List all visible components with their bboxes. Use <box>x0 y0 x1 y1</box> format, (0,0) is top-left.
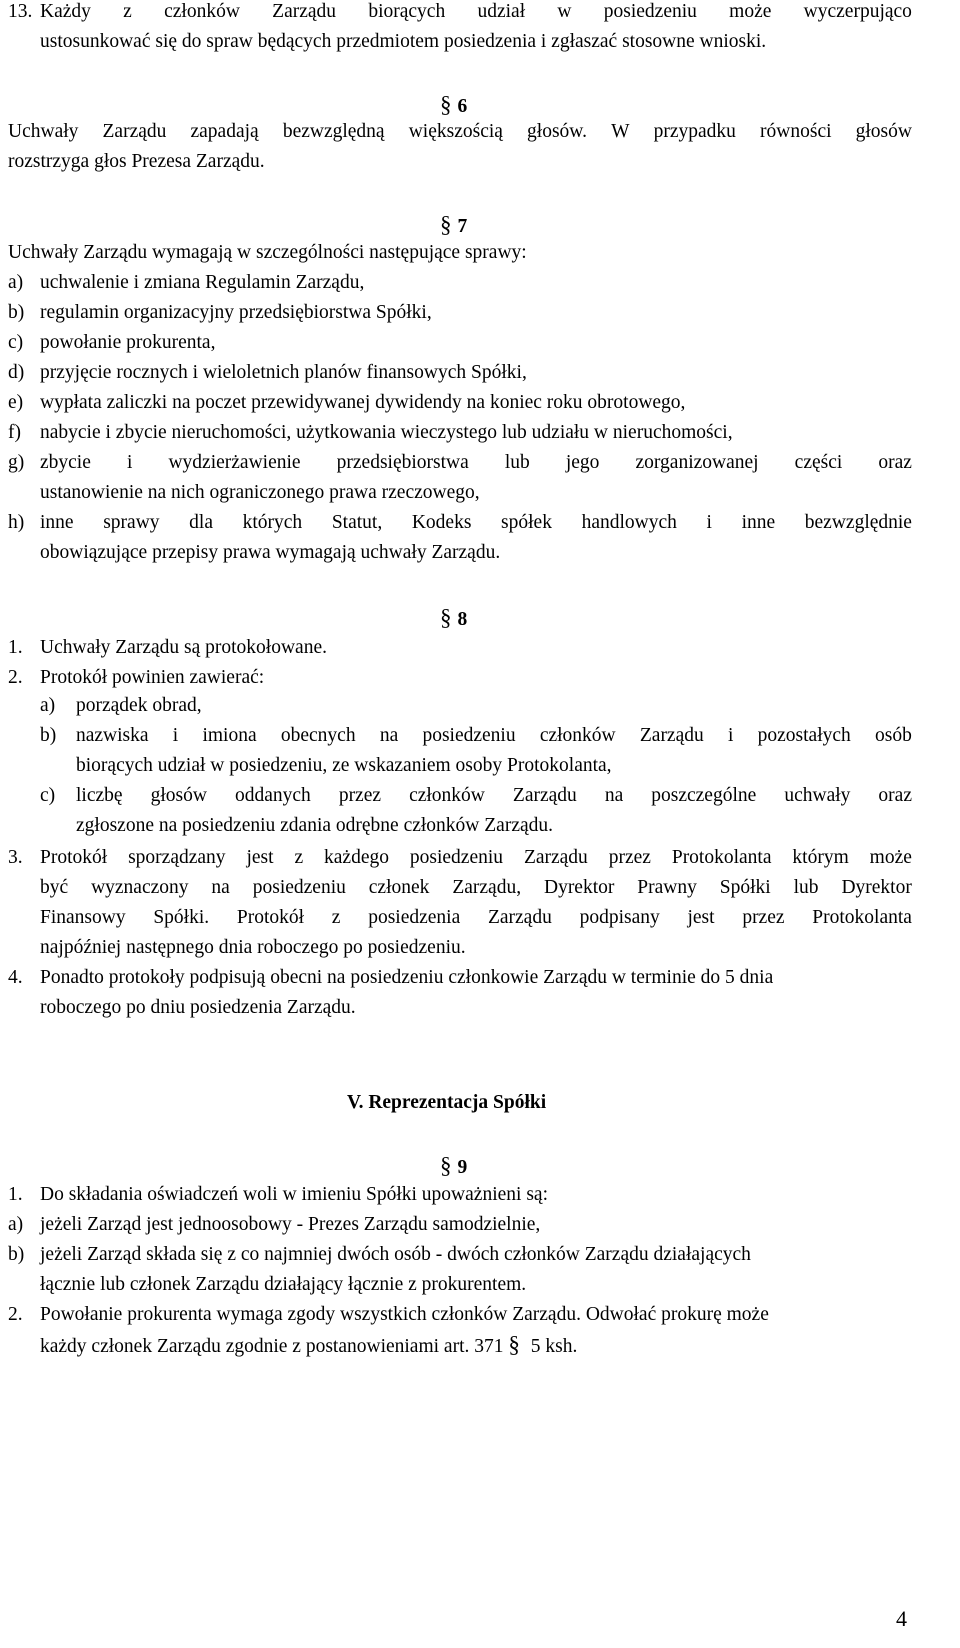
section-8-sub-marker: b) <box>40 725 57 746</box>
word: w <box>557 1 572 22</box>
section-symbol: § <box>508 1332 520 1357</box>
word: których <box>242 512 303 533</box>
word: każdego <box>324 847 389 868</box>
section-9-sub-a: jeżeli Zarząd jest jednoosobowy - Prezes Zarządu samodzielnie, <box>40 1214 541 1235</box>
word: zapadają <box>190 121 259 142</box>
section-7-item-marker: a) <box>8 272 24 293</box>
word: Każdy <box>40 1 91 22</box>
section-8-sub-marker: c) <box>40 785 56 806</box>
word: imiona <box>202 725 257 746</box>
word: i <box>172 725 179 746</box>
word: jego <box>565 452 600 473</box>
word: członków <box>539 725 616 746</box>
word: lub <box>793 877 819 898</box>
section-9-point-1: Do składania oświadczeń woli w imieniu Spółki upoważnieni są: <box>40 1184 548 1205</box>
word: głosów <box>150 785 207 806</box>
word: Protokół <box>236 907 305 928</box>
word: udział <box>477 1 526 22</box>
word: którym <box>792 847 849 868</box>
chapter-title: V. Reprezentacja Spółki <box>347 1092 547 1113</box>
word: Kodeks <box>411 512 472 533</box>
section-7-item-h-marker: h) <box>8 512 25 533</box>
word: Uchwały <box>8 121 79 142</box>
section-9-sub-marker: a) <box>8 1214 24 1235</box>
word: Statut, <box>331 512 383 533</box>
section-9-sub-b-line-2: łącznie lub członek Zarządu działający łącznie z prokurentem. <box>40 1274 527 1295</box>
section-8-sub-c-line-2: zgłoszone na posiedzeniu zdania odrębne członków Zarządu. <box>76 815 554 836</box>
word: Spółki <box>719 877 771 898</box>
word: przez <box>742 907 785 928</box>
word: pozostałych <box>757 725 851 746</box>
section-9-point-2-line-1: Powołanie prokurenta wymaga zgody wszystkich członków Zarządu. Odwołać prokurę może <box>40 1304 769 1325</box>
word: członków <box>409 785 485 806</box>
section-8-point-number: 2. <box>8 667 23 688</box>
section-9-heading: § 9 <box>440 1153 468 1178</box>
word: Zarządu, <box>452 877 522 898</box>
word: inne <box>40 512 74 533</box>
section-8-point-3-line-4: najpóźniej następnego dnia roboczego po posiedzeniu. <box>40 937 466 958</box>
word: posiedzeniu <box>252 877 346 898</box>
word: głosów <box>855 121 912 142</box>
section-8-point-2: Protokół powinien zawierać: <box>40 667 265 688</box>
section-8-heading: § 8 <box>440 605 468 630</box>
word: równości <box>760 121 832 142</box>
section-7-item-g-line-1 <box>40 448 912 478</box>
word: wydzierżawienie <box>168 452 301 473</box>
word: członek <box>368 877 430 898</box>
word: jest <box>246 847 274 868</box>
word: z <box>331 907 341 928</box>
section-6-line-2: rozstrzyga głos Prezesa Zarządu. <box>8 151 265 172</box>
word: sporządzany <box>128 847 226 868</box>
section-8-sub-a: porządek obrad, <box>76 695 202 716</box>
section-7-item-g-marker: g) <box>8 452 25 473</box>
word: może <box>729 1 772 22</box>
word: Zarządu <box>639 725 704 746</box>
word: z <box>123 1 132 22</box>
word: bezwzględną <box>282 121 385 142</box>
word: Dyrektor <box>543 877 615 898</box>
page-number: 4 <box>896 1606 907 1631</box>
item-13-line-2: ustosunkować się do spraw będących przedmiotem posiedzenia i zgłaszać stosowne wnioski. <box>40 31 767 52</box>
section-9-sub-marker: b) <box>8 1244 25 1265</box>
section-7-item-h-line-1 <box>40 508 912 538</box>
section-8-point-number: 4. <box>8 967 23 988</box>
word: jest <box>687 907 715 928</box>
section-9-point-number: 2. <box>8 1304 23 1325</box>
section-8-point-3-line-3 <box>40 903 912 933</box>
word: zorganizowanej <box>635 452 759 473</box>
word: dla <box>189 512 213 533</box>
section-7-item-text: regulamin organizacyjny przedsiębiorstwa Spółki, <box>40 302 432 323</box>
section-8-point-number: 1. <box>8 637 23 658</box>
section-7-item-marker: e) <box>8 392 24 413</box>
section-7-item-h-line-2: obowiązujące przepisy prawa wymagają uchwały Zarządu. <box>40 542 501 563</box>
section-8-point-3-line-2 <box>40 873 912 903</box>
word: może <box>869 847 912 868</box>
word: obecnych <box>280 725 356 746</box>
word: W <box>611 121 630 142</box>
word: handlowych <box>581 512 677 533</box>
word: inne <box>741 512 776 533</box>
word: być <box>40 877 69 898</box>
word: głosów. <box>527 121 587 142</box>
word: przedsiębiorstwa <box>336 452 469 473</box>
section-7-item-marker: b) <box>8 302 25 323</box>
word: większością <box>408 121 503 142</box>
word: z <box>294 847 304 868</box>
word: na <box>211 877 230 898</box>
section-7-item-marker: d) <box>8 362 25 383</box>
word: i <box>727 725 734 746</box>
section-8-point-number: 3. <box>8 847 23 868</box>
word: i <box>706 512 712 533</box>
section-8-point-3-line-1 <box>40 843 912 873</box>
word: Finansowy <box>40 907 126 928</box>
section-6-line-1 <box>8 117 912 147</box>
section-8-sub-b-line-1 <box>76 721 912 751</box>
section-7-heading: § 7 <box>440 212 468 237</box>
section-9-sub-b-line-1: jeżeli Zarząd składa się z co najmniej dwóch osób - dwóch członków Zarządu działających <box>40 1244 751 1265</box>
section-9-point-number: 1. <box>8 1184 23 1205</box>
word: Protokolanta <box>812 907 912 928</box>
word: Protokół <box>40 847 108 868</box>
section-7-intro: Uchwały Zarządu wymagają w szczególności następujące sprawy: <box>8 242 527 263</box>
word: przez <box>338 785 382 806</box>
word: Dyrektor <box>841 877 912 898</box>
word: liczbę <box>76 785 123 806</box>
word: podpisany <box>579 907 660 928</box>
section-8-point-4-line-2: roboczego po dniu posiedzenia Zarządu. <box>40 997 356 1018</box>
word: oraz <box>878 785 912 806</box>
word: i <box>126 452 133 473</box>
section-9-point-2-line-2: każdy członek Zarządu zgodnie z postanowieniami art. 371 § 5 ksh. <box>40 1332 578 1357</box>
word: na <box>379 725 399 746</box>
section-7-item-g-line-2: ustanowienie na nich ograniczonego prawa rzeczowego, <box>40 482 480 503</box>
section-7-item-marker: f) <box>8 422 21 443</box>
word: przypadku <box>653 121 736 142</box>
word: Zarządu <box>523 847 588 868</box>
word: osób <box>875 725 912 746</box>
word: posiedzenia <box>368 907 461 928</box>
word: wyznaczony <box>91 877 189 898</box>
word: bezwzględnie <box>804 512 912 533</box>
section-7-item-marker: c) <box>8 332 24 353</box>
word: spółek <box>501 512 552 533</box>
section-8-point-1: Uchwały Zarządu są protokołowane. <box>40 637 327 658</box>
item-13-line-1 <box>40 0 912 27</box>
word: posiedzeniu <box>422 725 516 746</box>
word: posiedzeniu <box>409 847 504 868</box>
word: przez <box>608 847 651 868</box>
item-13-number: 13. <box>8 1 33 22</box>
word: poszczególne <box>651 785 757 806</box>
word: Spółki. <box>153 907 210 928</box>
word: oddanych <box>234 785 311 806</box>
word: sprawy <box>103 512 160 533</box>
word: Zarządu <box>272 1 337 22</box>
section-8-point-4-line-1: Ponadto protokoły podpisują obecni na posiedzeniu członkowie Zarządu w terminie do 5 dnia <box>40 967 774 988</box>
section-7-item-text: przyjęcie rocznych i wieloletnich planów finansowych Spółki, <box>40 362 527 383</box>
section-7-item-text: wypłata zaliczki na poczet przewidywanej dywidendy na koniec roku obrotowego, <box>40 392 686 413</box>
word: biorących <box>368 1 446 22</box>
word: Prawny <box>637 877 697 898</box>
word: Zarządu <box>487 907 552 928</box>
section-7-item-text: nabycie i zbycie nieruchomości, użytkowania wieczystego lub udziału w nieruchomości, <box>40 422 733 443</box>
word: lub <box>504 452 530 473</box>
section-8-sub-marker: a) <box>40 695 56 716</box>
section-7-item-text: uchwalenie i zmiana Regulamin Zarządu, <box>40 272 365 293</box>
word: zbycie <box>40 452 91 473</box>
word: Zarządu <box>512 785 577 806</box>
word: oraz <box>878 452 912 473</box>
section-6-heading: § 6 <box>440 92 468 117</box>
word: posiedzeniu <box>603 1 697 22</box>
word: uchwały <box>784 785 851 806</box>
word: Zarządu <box>102 121 167 142</box>
word: Protokolanta <box>671 847 772 868</box>
word: nazwiska <box>76 725 149 746</box>
word: wyczerpująco <box>803 1 912 22</box>
word: na <box>604 785 624 806</box>
word: części <box>794 452 843 473</box>
section-8-sub-b-line-2: biorących udział w posiedzeniu, ze wskazaniem osoby Protokolanta, <box>76 755 612 776</box>
section-8-sub-c-line-1 <box>76 781 912 811</box>
section-7-item-text: powołanie prokurenta, <box>40 332 216 353</box>
word: członków <box>164 1 240 22</box>
